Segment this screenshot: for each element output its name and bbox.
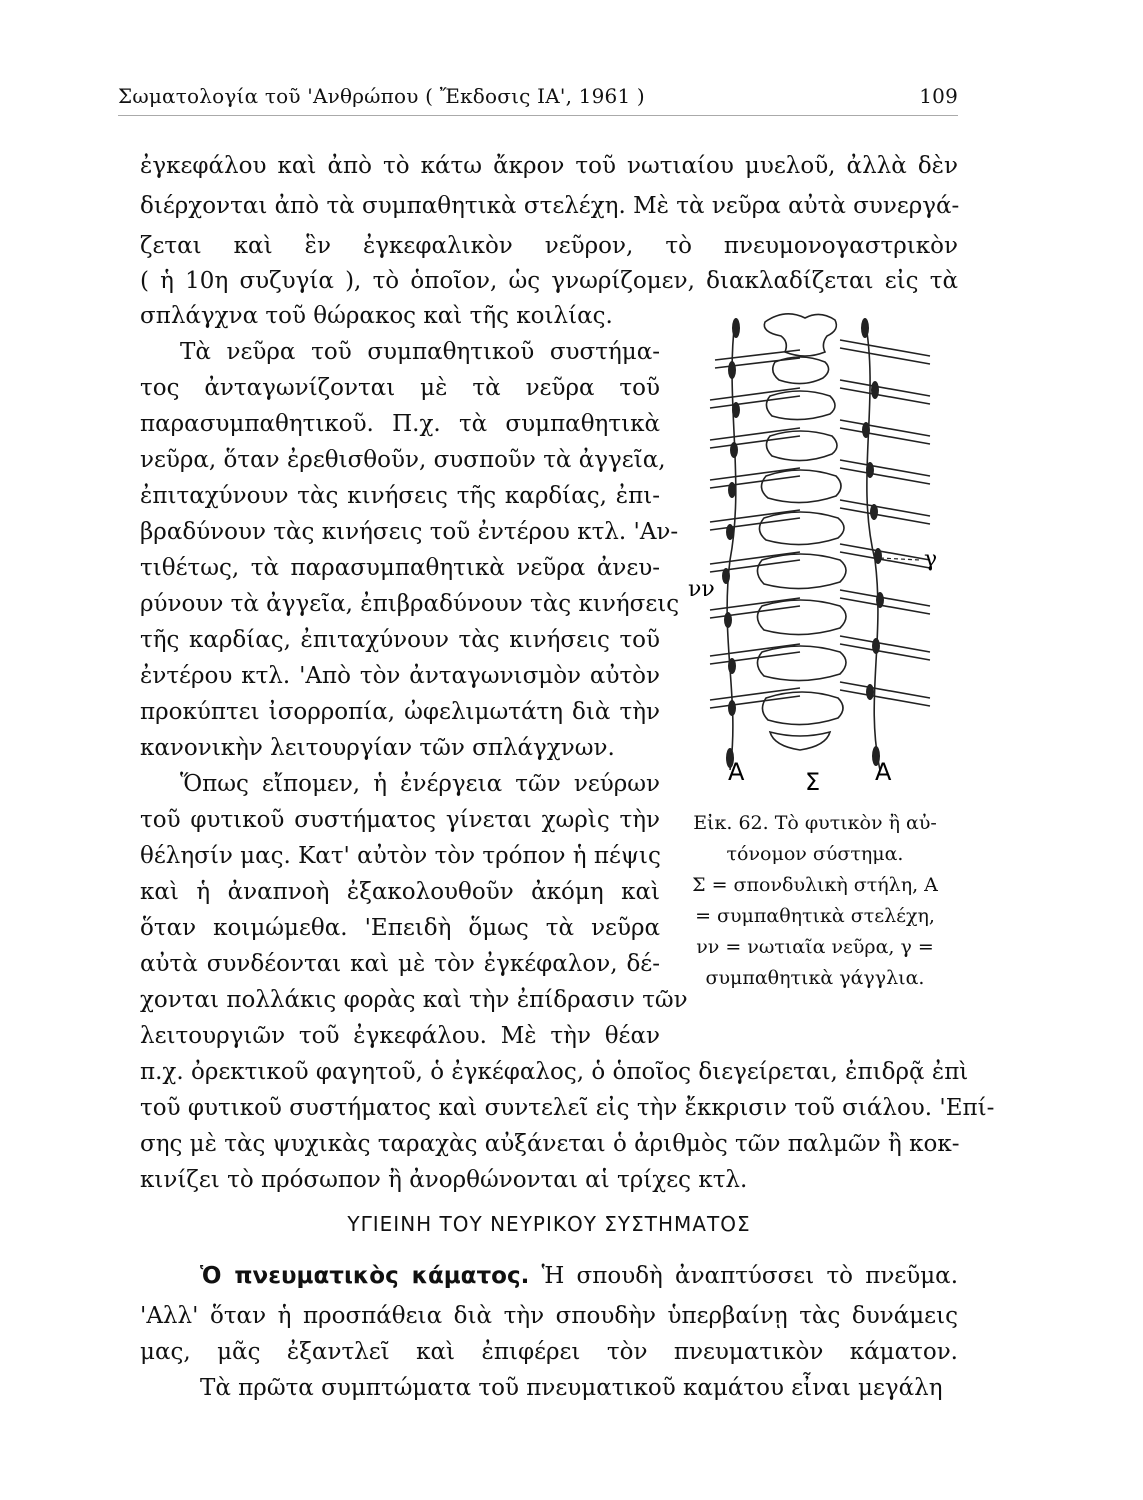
text-line: θέλησίν μας. Κατ' αὐτὸν τὸν τρόπον ἡ πέψις [140,843,661,869]
caption-line: Σ = σπονδυλικὴ στήλη, Α [692,874,938,896]
text-line: τοῦ φυτικοῦ συστήματος καὶ συντελεῖ εἰς τὴν ἔκκρισιν τοῦ σιάλου. 'Επί- [140,1095,995,1121]
caption-line: συμπαθητικὰ γάγγλια. [705,967,925,989]
caption-line: = συμπαθητικὰ στελέχη, [695,905,935,927]
vertebra [757,600,846,635]
text-line: τῆς καρδίας, ἐπιταχύνουν τὰς κινήσεις τοῦ [140,627,660,653]
text-line: ἐγκεφάλου καὶ ἀπὸ τὸ κάτω ἄκρον τοῦ νωτιαίου μυελοῦ, ἀλλὰ δὲν [140,153,958,179]
text-line: σπλάγχνα τοῦ θώρακος καὶ τῆς κοιλίας. [140,303,613,329]
text-line: ρύνουν τὰ ἀγγεῖα, ἐπιβραδύνουν τὰς κινήσεις [140,591,680,617]
section-heading: ΥΓΙΕΙΝΗ ΤΟΥ ΝΕΥΡΙΚΟΥ ΣΥΣΤΗΜΑΤΟΣ [347,1212,751,1236]
text-line: τοῦ φυτικοῦ συστήματος γίνεται χωρὶς τὴν [140,807,660,833]
text-line: βραδύνουν τὰς κινήσεις τοῦ ἐντέρου κτλ. 'Αν- [140,519,679,545]
text-line: προκύπτει ἰσορροπία, ὠφελιμωτάτη διὰ τὴν [140,699,660,725]
text-line: αὐτὰ συνδέονται καὶ μὲ τὸν ἐγκέφαλον, δέ- [140,951,660,977]
text-line: σης μὲ τὰς ψυχικὰς ταραχὰς αὐξάνεται ὁ ἀριθμὸς τῶν παλμῶν ἢ κοκ- [140,1131,960,1157]
page-number: 109 [919,84,958,108]
vertebra [757,646,846,681]
text-line: τος ἀνταγωνίζονται μὲ τὰ νεῦρα τοῦ [140,375,660,401]
vertebra [770,732,830,750]
caption-line: τόνομον σύστημα. [726,843,904,865]
text-line: καὶ ἡ ἀναπνοὴ ἐξακολουθοῦν ἀκόμη καὶ [140,879,660,905]
text-line: μας, μᾶς ἐξαντλεῖ καὶ ἐπιφέρει τὸν πνευματικὸν κάματον. [140,1339,958,1365]
text-line: Τὰ νεῦρα τοῦ συμπαθητικοῦ συστήμα- [180,339,660,365]
text-line: χονται πολλάκις φορὰς καὶ τὴν ἐπίδρασιν τῶν [140,987,688,1013]
sympathetic-ganglia [722,318,884,768]
text-line: Τὰ πρῶτα συμπτώματα τοῦ πνευματικοῦ καμάτου εἶναι μεγάλη [200,1375,943,1401]
spinal-nerves [710,350,800,708]
label-vv: νν [688,577,715,602]
vertebra [764,314,836,356]
spine-illustration [670,300,970,800]
figure-caption [665,808,965,994]
paragraph-term: Ὁ πνευματικὸς κάματος. [200,1263,530,1289]
running-head [118,84,958,114]
text-line: λειτουργιῶν τοῦ ἐγκεφάλου. Μὲ τὴν θέαν [140,1023,660,1049]
text-line: ( ἡ 10η συζυγία ), τὸ ὁποῖον, ὡς γνωρίζομεν, διακλαδίζεται εἰς τὰ [140,268,958,294]
caption-line: Εἰκ. 62. Τὸ φυτικὸν ἢ αὐ- [693,812,937,834]
text-line: κανονικὴν λειτουργίαν τῶν σπλάγχνων. [140,735,615,761]
text-line: διέρχονται ἀπὸ τὰ συμπαθητικὰ στελέχη. Μὲ τὰ νεῦρα αὐτὰ συνεργά- [140,193,960,219]
vertebra [766,431,837,461]
text-line: ὅταν κοιμώμεθα. 'Επειδὴ ὅμως τὰ νεῦρα [140,915,660,941]
text-line: παρασυμπαθητικοῦ. Π.χ. τὰ συμπαθητικὰ [140,411,660,437]
header-rule [118,115,958,116]
text-line: π.χ. ὀρεκτικοῦ φαγητοῦ, ὁ ἐγκέφαλος, ὁ ὁποῖος διεγείρεται, ἐπιδρᾷ ἐπὶ [140,1059,969,1085]
vertebra [759,512,844,545]
vertebra [762,692,843,725]
text-line: τιθέτως, τὰ παρασυμπαθητικὰ νεῦρα ἀνευ- [140,555,660,581]
spinal-nerves [840,340,930,706]
label-A-left: A [728,758,745,786]
text-line: κινίζει τὸ πρόσωπον ἢ ἀνορθώνονται αἱ τρίχες κτλ. [140,1167,748,1193]
label-gamma: γ [924,547,938,572]
vertebra [766,391,835,420]
text-line: ζεται καὶ ἓν ἐγκεφαλικὸν νεῦρον, τὸ πνευμονογαστρικὸν [140,233,958,259]
label-sigma: Σ [805,768,821,796]
figure-autonomic-system [670,300,970,800]
text-span: Ἡ σπουδὴ ἀναπτύσσει τὸ πνεῦμα. [529,1263,958,1289]
vertebra [761,470,841,503]
caption-line: νν = νωτιαῖα νεῦρα, γ = [696,936,934,958]
text-line: 'Αλλ' ὅταν ἡ προσπάθεια διὰ τὴν σπουδὴν ὑπερβαίνῃ τὰς δυνάμεις [140,1303,958,1329]
text-line: ἐντέρου κτλ. 'Απὸ τὸν ἀνταγωνισμὸν αὐτὸν [140,663,660,689]
text-line: ἐπιταχύνουν τὰς κινήσεις τῆς καρδίας, ἐπι- [140,483,660,509]
text-line: Ὅπως εἴπομεν, ἡ ἐνέργεια τῶν νεύρων [180,771,660,797]
running-head-title: Σωματολογία τοῦ 'Ανθρώπου ( Ἔκδοσις ΙΑ', 1961 ) [118,84,645,108]
text-line [140,1260,958,1292]
text-line: νεῦρα, ὅταν ἐρεθισθοῦν, συσποῦν τὰ ἀγγεῖα, [140,447,666,473]
vertebra [757,554,846,589]
label-A-right: A [875,758,892,786]
